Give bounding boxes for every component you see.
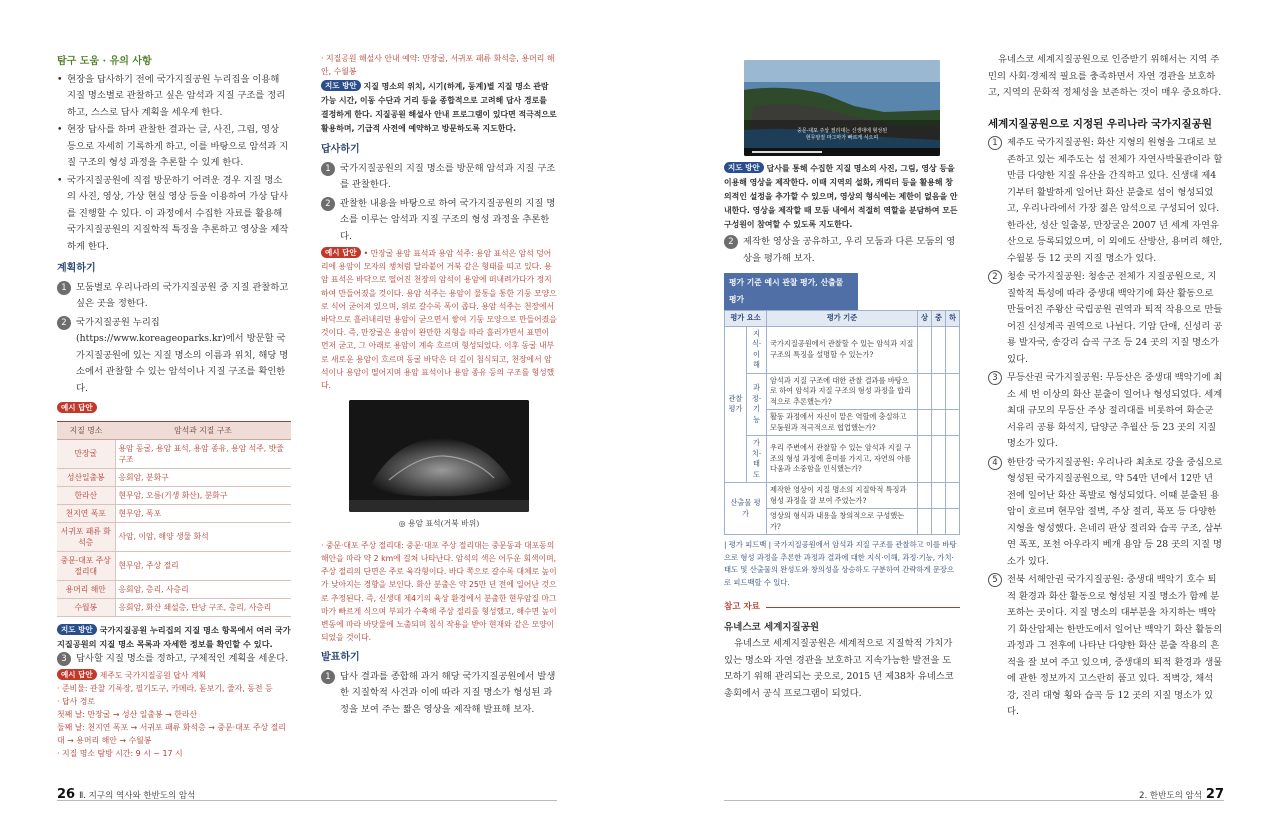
plan-line: · 지질 명소 탐방 시간: 9 시 ~ 17 시	[57, 749, 183, 758]
eval-table	[724, 310, 960, 535]
eval-criterion: 우리 주변에서 관찰할 수 있는 암석과 지질 구조의 형성 과정에 흥미를 가지고, 자연의 아름다움과 소중함을 인식했는가?	[767, 436, 918, 483]
example-answer-3	[321, 247, 557, 392]
step-number: 2	[724, 235, 738, 249]
eval-criterion: 국가지질공원에서 관찰할 수 있는 암석과 지질 구조의 특징을 설명할 수 있는가?	[767, 326, 918, 373]
cell: 서귀포 패류 화석층	[57, 522, 115, 551]
item-number: 3	[988, 371, 1002, 385]
item-text: 한탄강 국가지질공원: 우리나라 최초로 강을 중심으로 형성된 국가지질공원으로, 약 54만 년에서 12만 년 전에 일어난 화산 폭발로 형성되었다. 이때 분출된 용암이 흐르며 현무암 절벽, 주상 절리, 폭포 등 다양한 지형을 형성했다. 은네리 판상 절리와 습곡 구조, 삼부연 폭포, 포천 아우라지 베개 용암 등 28 곳의 지질 명소가 있다.	[1007, 456, 1223, 567]
present-step	[724, 234, 960, 267]
table-row	[57, 439, 291, 468]
intro-text: 유네스코 세계지질공원으로 인증받기 위해서는 지역 주민의 사회·경제적 필요를 충족하면서 자연 경관을 보호하고, 지역의 문화적 정체성을 보존하는 것이 매우 중요하다.	[988, 54, 1222, 98]
plan-title: 계획하기	[57, 263, 96, 274]
photo-caption: ◎ 용암 표석(거북 바위)	[398, 519, 480, 529]
step-text: 모둠별로 우리나라의 국가지질공원 중 지질 관찰하고 싶은 곳을 정한다.	[76, 281, 289, 309]
reference-label: 참고 자료	[724, 602, 760, 612]
reference-rule	[766, 607, 960, 608]
item-text: 청송 국가지질공원: 청송군 전체가 지질공원으로, 지질학적 특성에 따라 중생대 백악기에 화산 활동으로 만들어진 주왕산 국립공원 권역과 퇴적 작용으로 만들어진 신성계곡 권역으로 나뉜다. 기암 단애, 신성리 공룡 발자국, 송강리 습곡 구조 등 24 곳의 지질 명소가 있다.	[1007, 271, 1223, 365]
plan-line: · 준비물: 관찰 기록장, 필기도구, 카메라, 돋보기, 줄자, 동전 등	[57, 684, 273, 693]
geopark-item	[988, 455, 1224, 571]
table-row	[57, 468, 291, 486]
part-title: 2. 한반도의 암석	[1139, 791, 1202, 801]
step-text: 답사 결과를 종합해 과거 해당 국가지질공원에서 발생한 지질학적 사건과 이에 따라 지질 명소가 형성된 과정을 보여 주는 짧은 영상을 제작해 발표해 보자.	[340, 670, 556, 715]
cell: 현무암, 오름(기생 화산), 분화구	[115, 486, 291, 504]
tip-badge: 지도 방안	[724, 162, 764, 173]
page-number: 26	[57, 787, 76, 802]
eval-sub: 과정·기능	[747, 373, 767, 436]
eval-criterion: 영상의 형식과 내용을 창의적으로 구성했는가?	[767, 509, 918, 535]
step-number: 3	[57, 652, 71, 666]
tip-text: 국가지질공원 누리집의 지질 명소 항목에서 여러 국가지질공원의 지질 명소 목록과 자세한 정보를 확인할 수 있다.	[57, 624, 291, 649]
table-row	[57, 486, 291, 504]
step-text: 답사할 지질 명소를 정하고, 구체적인 계획을 세운다.	[76, 652, 289, 664]
example-badge: 예시 답안	[57, 669, 97, 680]
tip-text: 답사를 통해 수집한 지질 명소의 사진, 그림, 영상 등을 이용해 영상을 제작한다. 이때 지역의 설화, 캐릭터 등을 활용해 창의적인 설정을 추가할 수 있으며, 영상의 형식에는 제한이 없음을 안내한다. 영상을 제작할 때 모둠 내에서 적절히 역할을 분담하여 모든 구성원이 참여할 수 있도록 지도한다.	[724, 164, 958, 229]
guide-item: • 현장을 답사하기 전에 국가지질공원 누리집을 이용해 지질 명소별로 관찰하고 싶은 암석과 지질 구조를 정리하고, 스스로 답사 계획을 세우게 한다.	[57, 72, 291, 122]
present-title: 발표하기	[321, 652, 360, 664]
table-row	[57, 551, 291, 580]
cell: 만장굴	[57, 439, 115, 468]
reference-title: 유네스코 세계지질공원	[724, 621, 820, 633]
cell: 한라산	[57, 486, 115, 504]
eval-criterion: 제작한 영상이 지질 명소의 지질학적 특징과 형성 과정을 잘 보여 주었는가?	[767, 483, 918, 509]
item-text: 무등산권 국가지질공원: 무등산은 중생대 백악기에 최소 세 번 이상의 화산 분출이 일어나 형성되었다. 세계 최대 규모의 무등산 주상 절리대를 비롯하여 화순군 서유리 공룡 화석지, 담양군 추월산 등 23 곳의 지질 명소가 있다.	[1007, 372, 1223, 449]
cell: 현무암, 주상 절리	[115, 551, 291, 580]
eval-criterion: 활동 과정에서 자신이 맡은 역할에 충실하고 모둠원과 적극적으로 협업했는가?	[767, 410, 918, 436]
eval-sub: 가치·태도	[747, 436, 767, 483]
cell: 용머리 해안	[57, 580, 115, 598]
turtle-rock-image	[349, 400, 529, 512]
item-number: 1	[988, 136, 1002, 150]
eval-criterion: 암석과 지질 구조에 대한 관찰 결과를 바탕으로 하여 암석과 지질 구조의 형성 과정을 합리적으로 추론했는가?	[767, 373, 918, 410]
geopark-item	[988, 269, 1224, 368]
step-text: 국가지질공원 누리집(https://www.koreageoparks.kr)에서 방문할 국가지질공원에 있는 지질 명소의 이름과 위치, 해당 명소에서 관찰할 수 있는 암석이나 지질 구조를 확인한다.	[76, 316, 289, 394]
table-row	[725, 373, 960, 410]
eval-title: 평가 기준 예시 관찰 평가, 산출물 평가	[724, 273, 858, 310]
table-header: 암석과 지질 구조	[115, 421, 291, 439]
cell: 용암 동굴, 용암 표석, 용암 종유, 용암 석주, 밧줄 구조	[115, 439, 291, 468]
item-number: 4	[988, 456, 1002, 470]
geopark-item	[988, 135, 1224, 267]
eval-header: 상	[918, 311, 932, 327]
reference-text: 유네스코 세계지질공원은 세계적으로 지질학적 가치가 있는 명소와 자연 경관을 보호하고 지속가능한 발전을 도모하기 위해 관리되는 곳으로, 2015 년 제38차 유네스코 총회에서 공식 프로그램이 되었다.	[724, 638, 954, 699]
step-text: 제작한 영상을 공유하고, 우리 모둠과 다른 모둠의 영상을 평가해 보자.	[743, 236, 956, 264]
survey-step	[321, 196, 557, 246]
table-row	[57, 504, 291, 522]
table-row	[57, 598, 291, 616]
step-number: 1	[57, 281, 71, 295]
guide-list	[57, 72, 291, 256]
lava-rock-photo	[349, 400, 529, 512]
plan-line: · 지질공원 해설사 안내 예약: 만장굴, 서귀포 패류 화석층, 용머리 해안, 수월봉	[321, 54, 555, 76]
survey-title: 답사하기	[321, 144, 360, 155]
tip-3	[724, 162, 960, 232]
cell: 수월봉	[57, 598, 115, 616]
survey-step	[321, 161, 557, 194]
geosite-table	[57, 421, 291, 617]
plan-step	[57, 315, 291, 398]
cell: 사암, 이암, 해양 생물 화석	[115, 522, 291, 551]
step-number: 1	[321, 670, 335, 684]
eval-feedback: | 평가 피드백 | 국가지질공원에서 암석과 지질 구조를 관찰하고 이를 바탕으로 형성 과정을 추론한 과정과 결과에 대한 지식·이해, 과정·기능, 가치·태도 및 산출물의 완성도와 창의성을 상승하도 구분하여 간략하게 문장으로 피드백할 수 있다.	[724, 540, 957, 587]
left-column-1	[57, 52, 291, 760]
svg-text:현무암질 마그마가 빠르게 식으며: 현무암질 마그마가 빠르게 식으며	[805, 135, 879, 141]
example-title: 제주도 국가지질공원 답사 계획	[99, 671, 207, 680]
eval-header: 하	[946, 311, 960, 327]
table-row	[725, 436, 960, 483]
item-text: 제주도 국가지질공원: 화산 지형의 원형을 그대로 보존하고 있는 제주도는 섬 전체가 자연사박물관이라 할 만큼 다양한 지질 유산을 간직하고 있다. 신생대 제4기부터 활발하게 일어난 화산 분출로 섬이 형성되었고, 우리나라에서 가장 젊은 암석으로 구성되어 있다. 한라산, 성산 일출봉, 만장굴은 2007 년 세계 자연유산으로 등록되었으며, 이 외에도 산방산, 용머리 해안, 수월봉 등 12 곳의 지질 명소가 있다.	[1007, 137, 1223, 264]
tip-text: 지질 명소의 위치, 시기(하계, 동계)별 지질 명소 관람 가능 시간, 이동 수단과 거리 등을 종합적으로 고려해 답사 경로를 결정하게 한다. 지질공원 해설사 안내 프로그램이 있다면 적극적으로 활용하며, 기급적 사전에 예약하고 방문하도록 지도한다.	[321, 82, 557, 133]
eval-sub: 지식·이해	[747, 326, 767, 373]
example-text: • 만장굴 용암 표석과 용암 석주: 용암 표석은 암석 덩어리에 용암이 모자의 챙처럼 달라붙어 거북 같은 형태를 띠고 있다. 용암 표석은 바닥으로 떨어진 천장의 암석이 용암에 떠내려가다가 정지하여 만들어졌을 것이다. 용암 석주는 용암이 물통을 통한 기둥 모양으로 식어 굳어져 있으며, 위로 갈수록 폭이 좁다. 용암 석주는 천장에서 바닥으로 흘러내리던 용암이 굳으면서 쌓여 기둥 모양으로 만들어졌을 것이다. 즉, 만장굴은 용암이 완만한 지형을 따라 흘러가면서 표면이 먼저 굳고, 그 아래로 용암이 계속 흐르며 형성되었다. 이후 동굴 내부로 새로운 용암이 흐르며 동굴 바닥은 더 깊이 침식되고, 천장에서 암석이나 용암이 떨어지며 용암 표석이나 용암 종유 등의 구조를 형성했다.	[321, 249, 557, 391]
item-text: 전북 서해안권 국가지질공원: 중생대 백악기 호수 퇴적 환경과 화산 활동으로 형성된 지질 명소가 함께 분포하는 곳이다. 지질 명소의 대부분을 차지하는 백악기 화산암체는 한반도에서 일어난 백악기 화산 활동의 과정과 그 전후에 나타난 다양한 화산 분출 작용의 흔적을 잘 보여 주고 있으며, 중생대의 퇴적 환경과 생물에 관한 정보까지 고스란히 품고 있다. 적벽강, 채석강, 진리 대형 횡와 습곡 등 12 곳의 지질 명소가 있다.	[1007, 574, 1223, 717]
geopark-item	[988, 572, 1224, 721]
eval-header: 평가 요소	[725, 311, 767, 327]
cell: 현무암, 폭포	[115, 504, 291, 522]
cell: 성산일출봉	[57, 468, 115, 486]
eval-group: 산출물 평가	[725, 483, 767, 535]
cell: 응회암, 화산 쇄설층, 탄낭 구조, 층리, 사층리	[115, 598, 291, 616]
part-title: Ⅱ. 지구의 역사와 한반도의 암석	[79, 791, 196, 801]
table-header: 지질 명소	[57, 421, 115, 439]
tip-1	[57, 623, 291, 651]
example-answer-3b: · 중문·대포 주상 절리대: 중문·대포 주상 절리대는 중문동과 대포동의 해안을 따라 약 2 km에 걸쳐 나타난다. 암석의 색은 어두운 회색이며, 주상 절리의 단면은 주로 육각형이다. 바다 쪽으로 갈수록 대체로 높이가 낮아지는 경향을 보인다. 화산 분출은 약 25만 년 전에 일어난 것으로 추정된다. 즉, 신생대 제4기의 육상 환경에서 분출한 현무암질 마그마가 빠르게 식으며 부피가 수축해 주상 절리를 형성했고, 해수면 높이 변동에 따라 바닷물에 노출되며 침식 작용을 받아 현재와 같은 모양이 되었을 것이다.	[321, 540, 557, 643]
footer-right	[1100, 787, 1224, 802]
example-plan	[57, 669, 291, 760]
example-badge: 예시 답안	[57, 402, 97, 413]
present-step	[321, 669, 557, 719]
table-row	[57, 580, 291, 598]
tip-badge: 지도 방안	[57, 624, 97, 635]
plan-step	[57, 651, 291, 668]
eval-header: 중	[932, 311, 946, 327]
guide-item: • 국가지질공원에 직접 방문하기 어려운 경우 지질 명소의 사진, 영상, 가상 현실 영상 등을 이용하여 가상 답사를 진행할 수 있다. 이 과정에서 수집한 자료를 활용해 국가지질공원의 지질학적 특징을 추론하고 영상을 제작하게 한다.	[57, 173, 291, 256]
footer-left	[57, 787, 199, 802]
geopark-item	[988, 370, 1224, 453]
eval-group: 관찰 평가	[725, 326, 747, 483]
cell: 중문·대포 주상절리대	[57, 551, 115, 580]
page-number: 27	[1205, 787, 1224, 802]
table-row	[725, 483, 960, 509]
right-column-4	[988, 52, 1224, 723]
cell: 천지연 폭포	[57, 504, 115, 522]
item-number: 5	[988, 573, 1002, 587]
eval-header: 평가 기준	[767, 311, 918, 327]
table-row	[57, 522, 291, 551]
guide-item: • 현장 답사를 하며 관찰한 결과는 글, 사진, 그림, 영상 등으로 자세히 기록하게 하고, 이를 바탕으로 암석과 지질 구조의 형성 과정을 추론할 수 있게 한다.	[57, 122, 291, 172]
step-number: 1	[321, 162, 335, 176]
plan-line: 첫째 날: 만장굴 → 성산 일출봉 → 한라산	[57, 710, 198, 719]
example-badge: 예시 답안	[321, 247, 361, 258]
step-number: 2	[57, 316, 71, 330]
section-title: 세계지질공원으로 지정된 우리나라 국가지질공원	[988, 117, 1212, 130]
reference-header	[724, 599, 960, 616]
step-text: 관찰한 내용을 바탕으로 하여 국가지질공원의 지질 명소를 이루는 암석과 지질 구조의 형성 과정을 추론한다.	[340, 197, 556, 242]
tip-badge: 지도 방안	[321, 80, 361, 91]
coast-image	[744, 60, 940, 156]
guide-title: 탐구 도움 · 유의 사항	[57, 56, 152, 67]
svg-text:중문·대포 주상 절리대는 신생대에 형성된: 중문·대포 주상 절리대는 신생대에 형성된	[796, 128, 888, 134]
cell: 응회암, 분화구	[115, 468, 291, 486]
tip-2	[321, 80, 557, 136]
item-number: 2	[988, 270, 1002, 284]
coastal-photo	[744, 60, 940, 156]
right-column-3	[724, 52, 960, 702]
plan-step	[57, 280, 291, 313]
left-column-2	[321, 52, 557, 720]
plan-line: 둘째 날: 천지연 폭포 → 서귀포 패류 화석층 → 중문·대포 주상 절리대 → 용머리 해안 → 수월봉	[57, 723, 286, 745]
step-text: 국가지질공원의 지질 명소를 방문해 암석과 지질 구조를 관찰한다.	[340, 162, 556, 190]
table-row	[725, 326, 960, 373]
cell: 응회암, 층리, 사층리	[115, 580, 291, 598]
plan-line: · 답사 경로	[57, 697, 96, 706]
step-number: 2	[321, 197, 335, 211]
